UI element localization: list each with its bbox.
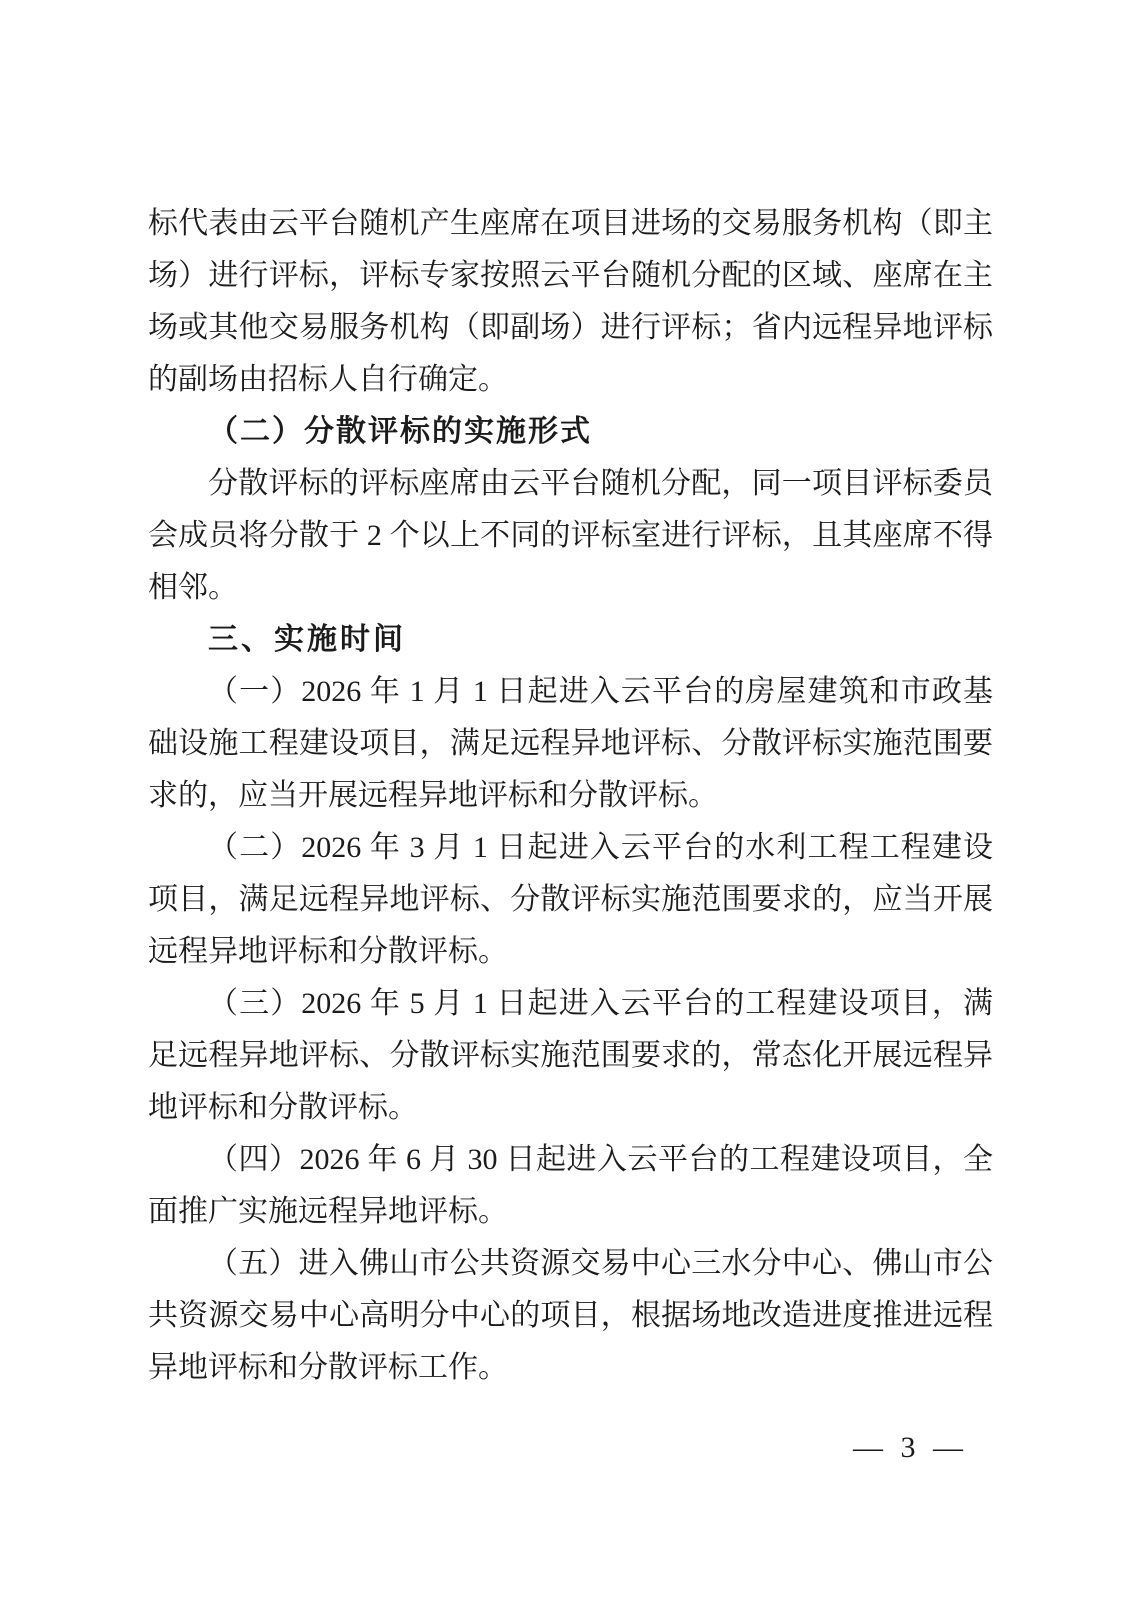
text-line: （二）2026 年 3 月 1 日起进入云平台的水利工程工程建设 bbox=[208, 831, 993, 864]
text-line: （五）进入佛山市公共资源交易中心三水分中心、佛山市公 bbox=[208, 1247, 993, 1280]
paragraph-item-3 bbox=[148, 978, 993, 1134]
text-line: （四）2026 年 6 月 30 日起进入云平台的工程建设项目，全 bbox=[208, 1143, 993, 1176]
text-line: 面推广实施远程异地评标。 bbox=[148, 1195, 508, 1228]
paragraph-continuation bbox=[148, 198, 993, 406]
paragraph-item-2 bbox=[148, 822, 993, 978]
paragraph-item-4 bbox=[148, 1134, 993, 1238]
text-line: 相邻。 bbox=[148, 571, 238, 604]
text-line: 的副场由招标人自行确定。 bbox=[148, 363, 508, 396]
section-heading-dispersed-evaluation bbox=[148, 406, 993, 458]
text-line: 足远程异地评标、分散评标实施范围要求的，常态化开展远程异 bbox=[148, 1039, 993, 1072]
text-line: 求的，应当开展远程异地评标和分散评标。 bbox=[148, 779, 718, 812]
text-line: 分散评标的评标座席由云平台随机分配，同一项目评标委员 bbox=[208, 467, 993, 500]
text-line: 项目，满足远程异地评标、分散评标实施范围要求的，应当开展 bbox=[148, 883, 993, 916]
paragraph-item-5 bbox=[148, 1238, 993, 1394]
paragraph-item-1 bbox=[148, 666, 993, 822]
text-line: 地评标和分散评标。 bbox=[148, 1091, 418, 1124]
text-line: 标代表由云平台随机产生座席在项目进场的交易服务机构（即主 bbox=[148, 207, 993, 240]
text-line: 远程异地评标和分散评标。 bbox=[148, 935, 508, 968]
text-line: （三）2026 年 5 月 1 日起进入云平台的工程建设项目，满 bbox=[208, 987, 993, 1020]
section-heading-implementation-time bbox=[148, 614, 993, 666]
text-line: 础设施工程建设项目，满足远程异地评标、分散评标实施范围要 bbox=[148, 727, 993, 760]
text-line: 场或其他交易服务机构（即副场）进行评标；省内远程异地评标 bbox=[148, 311, 993, 344]
page-number: — 3 — bbox=[853, 1431, 963, 1464]
text-line: （一）2026 年 1 月 1 日起进入云平台的房屋建筑和市政基 bbox=[208, 675, 993, 708]
heading-text: （二）分散评标的实施形式 bbox=[208, 415, 592, 448]
text-line: 共资源交易中心高明分中心的项目，根据场地改造进度推进远程 bbox=[148, 1299, 993, 1332]
text-line: 会成员将分散于 2 个以上不同的评标室进行评标，且其座席不得 bbox=[148, 519, 993, 552]
document-body bbox=[148, 198, 993, 1394]
text-line: 场）进行评标，评标专家按照云平台随机分配的区域、座席在主 bbox=[148, 259, 993, 292]
text-line: 异地评标和分散评标工作。 bbox=[148, 1351, 508, 1384]
paragraph-dispersed-evaluation bbox=[148, 458, 993, 614]
heading-text: 三、实施时间 bbox=[208, 623, 406, 656]
